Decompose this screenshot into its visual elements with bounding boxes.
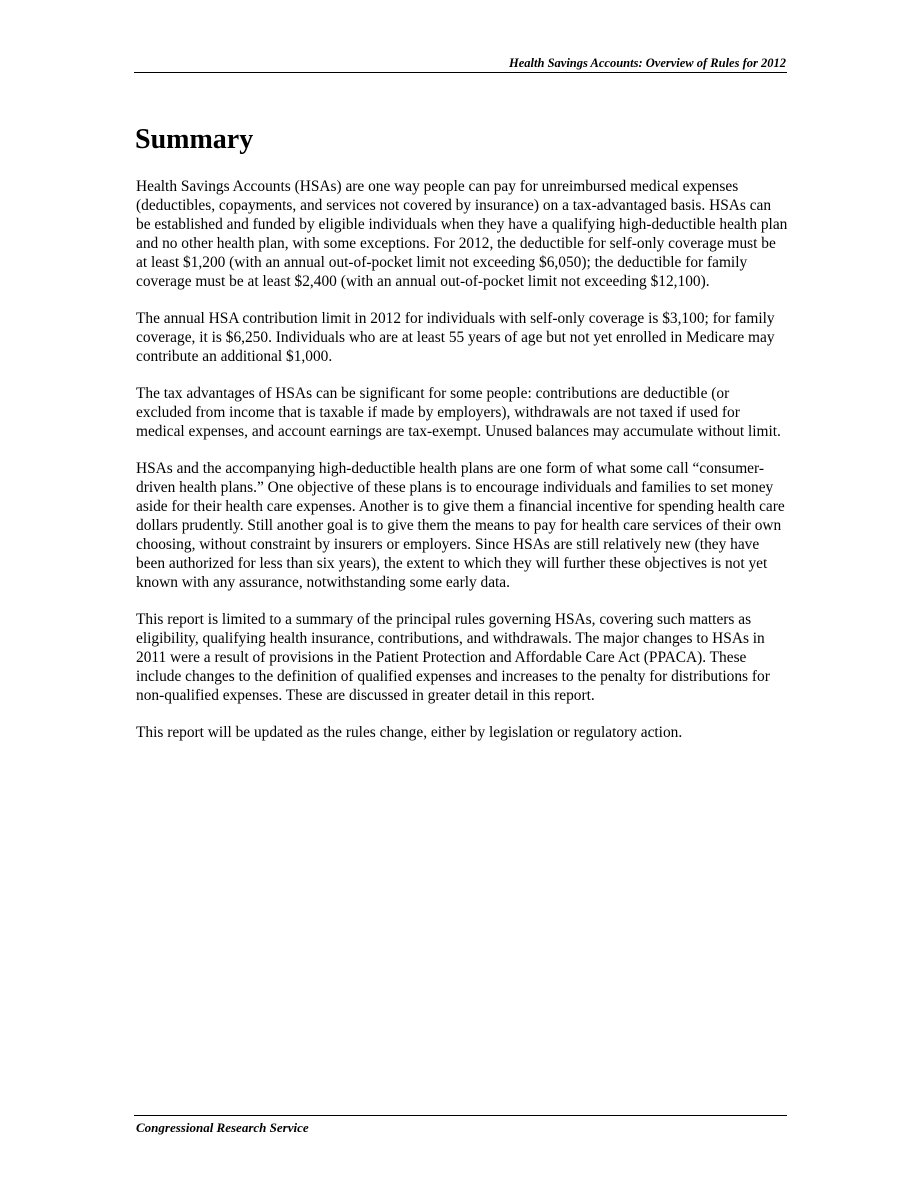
paragraph-report-scope: This report is limited to a summary of the principal rules governing HSAs, covering such matters as eligibility, qualifying health insurance, contributions, and withdrawals. The major changes to HSAs in 2011 were a result of provisions in the Patient Protection and Affordable Care Act (PPACA). These include changes to the definition of qualified expenses and increases to the penalty for distributions for non-qualified expenses. These are discussed in greater detail in this report. <box>136 611 770 704</box>
paragraph-contribution-limits: The annual HSA contribution limit in 2012 for individuals with self-only coverage is $3,100; for family coverage, it is $6,250. Individuals who are at least 55 years of age but not yet enrolled in Medicare may contribute an additional $1,000. <box>136 310 775 365</box>
footer-rule <box>134 1115 787 1116</box>
running-footer: Congressional Research Service <box>136 1120 309 1135</box>
running-header: Health Savings Accounts: Overview of Rules for 2012 <box>509 56 786 70</box>
section-title: Summary <box>135 124 254 155</box>
paragraph-update-note: This report will be updated as the rules change, either by legislation or regulatory action. <box>136 724 683 741</box>
paragraph-overview: Health Savings Accounts (HSAs) are one way people can pay for unreimbursed medical expenses (deductibles, copayments, and services not covered by insurance) on a tax-advantaged basis. HSAs can be established and funded by eligible individuals when they have a qualifying high-deductible health plan and no other health plan, with some exceptions. For 2012, the deductible for self-only coverage must be at least $1,200 (with an annual out-of-pocket limit not exceeding $6,050); the deductible for family coverage must be at least $2,400 (with an annual out-of-pocket limit not exceeding $12,100). <box>136 178 788 290</box>
paragraph-consumer-driven-plans: HSAs and the accompanying high-deductible health plans are one form of what some call “consumer-driven health plans.” One objective of these plans is to encourage individuals and families to set money aside for their health care expenses. Another is to give them a financial incentive for spending health care dollars prudently. Still another goal is to give them the means to pay for health care services of their own choosing, without constraint by insurers or employers. Since HSAs are still relatively new (they have been authorized for less than six years), the extent to which they will further these objectives is not yet known with any assurance, notwithstanding some early data. <box>136 460 785 591</box>
paragraph-tax-advantages: The tax advantages of HSAs can be significant for some people: contributions are deductible (or excluded from income that is taxable if made by employers), withdrawals are not taxed if used for medical expenses, and account earnings are tax-exempt. Unused balances may accumulate without limit. <box>136 385 781 440</box>
header-rule <box>134 72 787 73</box>
summary-body <box>136 177 788 760</box>
